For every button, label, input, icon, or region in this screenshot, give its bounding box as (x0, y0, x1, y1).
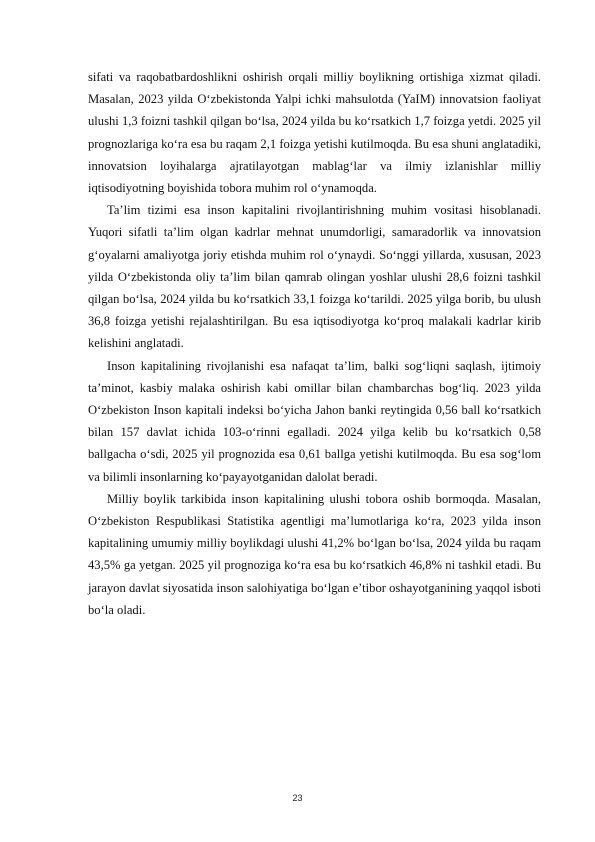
paragraph-innovation: sifati va raqobatbardoshlikni oshirish orqali milliy boylikning ortishiga xizmat qiladi. Masalan, 2023 yilda O‘zbekistonda Yalpi ichki mahsulotda (YaIM) innovatsion faoliyat ulushi 1,3 foizni tashkil qilgan bo‘lsa, 2024 yilda bu ko‘rsatkich 1,7 foizga yetdi. 2025 yil prognozlariga ko‘ra esa bu raqam 2,1 foizga yetishi kutilmoqda. Bu esa shuni anglatadiki, innovatsion loyihalarga ajratilayotgan mablag‘lar va ilmiy izlanishlar milliy iqtisodiyotning boyishida tobora muhim rol o‘ynamoqda. (88, 70, 541, 196)
page-number: 23 (292, 793, 303, 803)
paragraph-human-capital-index: Inson kapitalining rivojlanishi esa nafaqat ta’lim, balki sog‘liqni saqlash, ijtimoiy ta’minot, kasbiy malaka oshirish kabi omillar bilan chambarchas bog‘liq. 2023 yilda O‘zbekiston Inson kapitali indeksi bo‘yicha Jahon banki reytingida 0,56 ball ko‘rsatkich bilan 157 davlat ichida 103-o‘rinni egalladi. 2024 yilga kelib bu ko‘rsatkich 0,58 ballgacha o‘sdi, 2025 yil prognozida esa 0,61 ballga yetishi kutilmoqda. Bu esa sog‘lom va bilimli insonlarning ko‘payayotganidan dalolat beradi. (88, 358, 541, 484)
paragraph-education: Ta’lim tizimi esa inson kapitalini rivojlantirishning muhim vositasi hisoblanadi. Yuqori sifatli ta’lim olgan kadrlar mehnat unumdorligi, samaradorlik va innovatsion g‘oyalarni amaliyotga joriy etishda muhim rol o‘ynaydi. So‘nggi yillarda, xususan, 2023 yilda O‘zbekistonda oliy ta’lim bilan qamrab olingan yoshlar ulushi 28,6 foizni tashkil qilgan bo‘lsa, 2024 yilda bu ko‘rsatkich 33,1 foizga ko‘tarildi. 2025 yilga borib, bu ulush 36,8 foizga yetishi rejalashtirilgan. Bu esa iqtisodiyotga ko‘proq malakali kadrlar kirib kelishini anglatadi. (88, 203, 541, 351)
document-body (88, 66, 541, 621)
paragraph-national-wealth-share: Milliy boylik tarkibida inson kapitalining ulushi tobora oshib bormoqda. Masalan, O‘zbekiston Respublikasi Statistika agentligi ma’lumotlariga ko‘ra, 2023 yilda inson kapitalining umumiy milliy boylikdagi ulushi 41,2% bo‘lgan bo‘lsa, 2024 yilda bu raqam 43,5% ga yetgan. 2025 yil prognoziga ko‘ra esa bu ko‘rsatkich 46,8% ni tashkil etadi. Bu jarayon davlat siyosatida inson salohiyatiga bo‘lgan e’tibor oshayotganining yaqqol isboti bo‘la oladi. (88, 491, 541, 617)
